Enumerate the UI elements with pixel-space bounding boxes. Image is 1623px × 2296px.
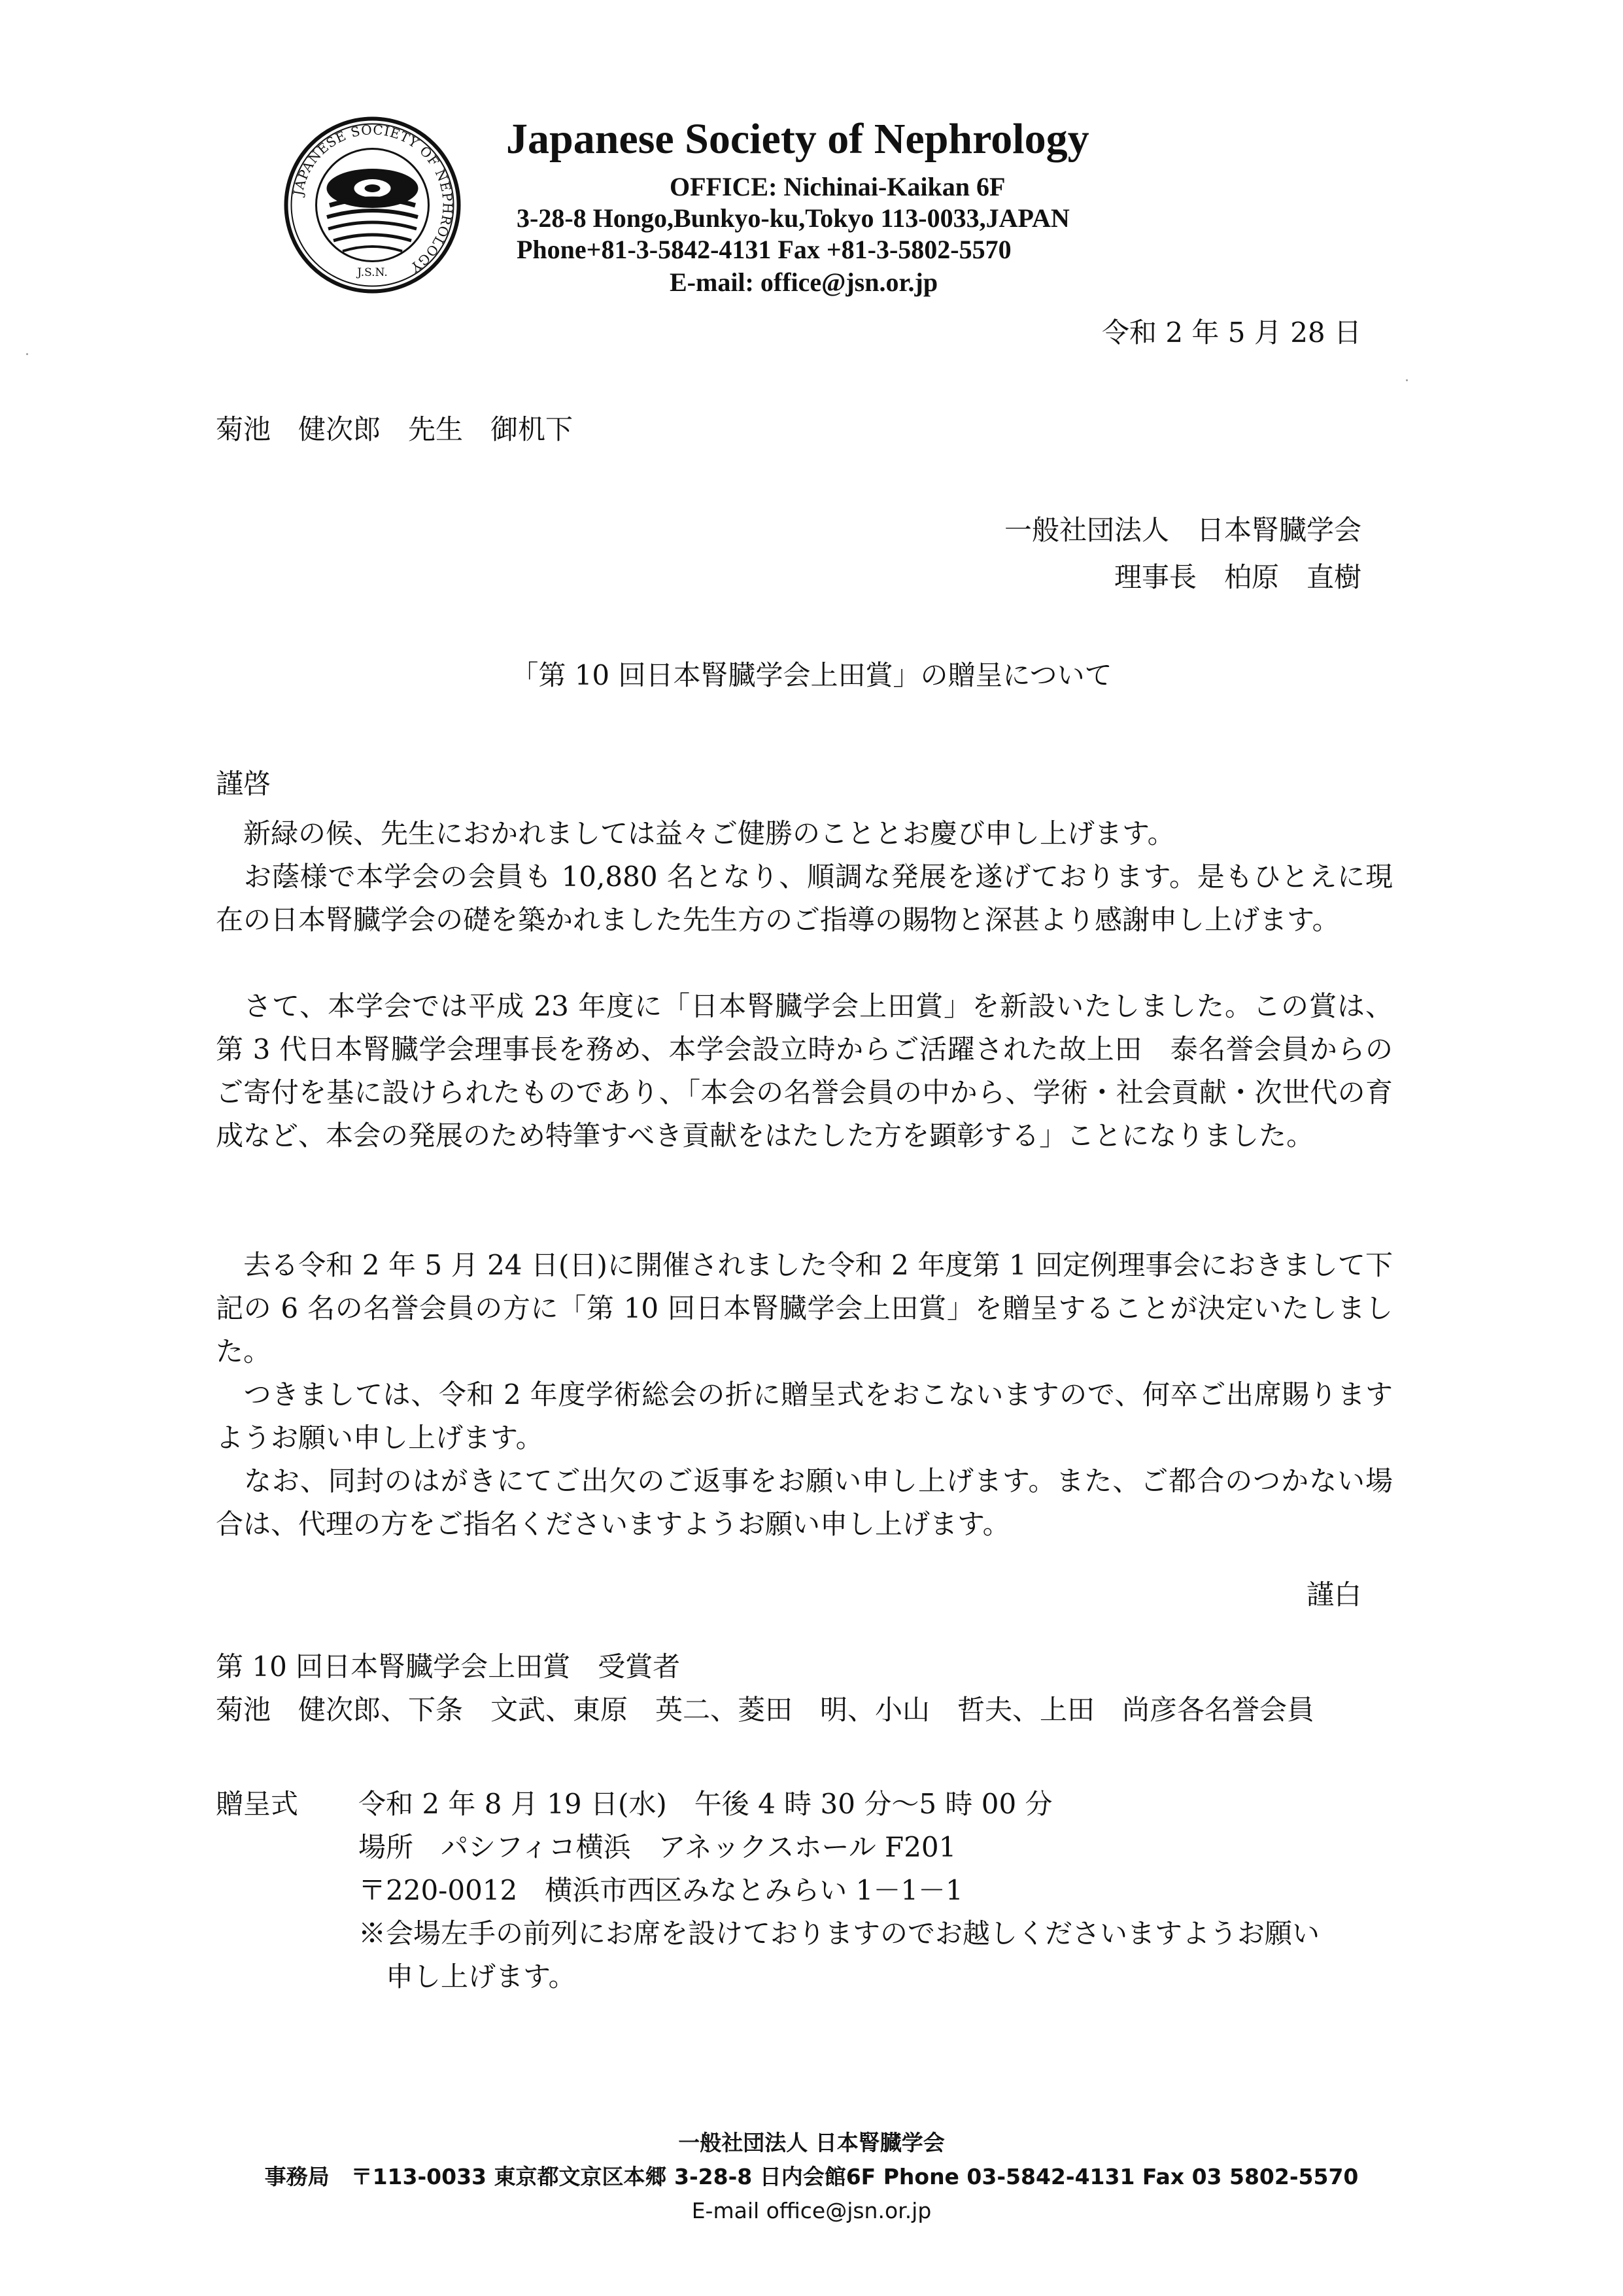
phone-fax-line: Phone+81-3-5842-4131 Fax +81-3-5802-5570 — [517, 235, 1012, 264]
recipient: 菊池 健次郎 先生 御机下 — [216, 413, 573, 445]
closing: 謹白 — [1306, 1579, 1361, 1611]
email-line: E-mail: office@jsn.or.jp — [670, 267, 938, 297]
body-paragraph: つきましては、令和 2 年度学術総会の折に贈呈式をおこないますので、何卒ご出席賜りますようお願い申し上げます。 — [216, 1379, 1393, 1454]
footer-org: 一般社団法人 日本腎臓学会 — [678, 2130, 945, 2155]
body-paragraph: さて、本学会では平成 23 年度に「日本腎臓学会上田賞」を新設いたしました。この賞は、第 3 代日本腎臓学会理事長を務め、本学会設立時からご活躍された故上田 泰名誉会員からのご寄付を基に設けられたものであり、「本会の名誉会員の中から、学術・社会貢献・次世代の育成など、本会の発展のため特筆すべき貢献をはたした方を顕彰する」ことになりました。 — [216, 990, 1393, 1152]
seal-graphic — [282, 115, 462, 295]
footer-email: E-mail office@jsn.or.jp — [691, 2198, 932, 2223]
sender-president: 理事長 柏原 直樹 — [1114, 561, 1361, 593]
scan-speck — [26, 353, 28, 355]
address-line: 3-28-8 Hongo,Bunkyo-ku,Tokyo 113-0033,JAPAN — [517, 203, 1070, 233]
awardees-heading: 第 10 回日本腎臓学会上田賞 受賞者 — [216, 1651, 681, 1683]
kidney-emblem-icon — [327, 169, 419, 251]
ceremony-note-cont: 申し上げます。 — [386, 1961, 576, 1993]
society-seal — [282, 115, 462, 295]
ceremony-datetime: 令和 2 年 8 月 19 日(水) 午後 4 時 30 分～5 時 00 分 — [358, 1788, 1053, 1820]
sender-organization: 一般社団法人 日本腎臓学会 — [1004, 514, 1361, 546]
body-paragraph: お蔭様で本学会の会員も 10,880 名となり、順調な発展を遂げております。是もひとえに現在の日本腎臓学会の礎を築かれました先生方のご指導の賜物と深甚より感謝申し上げます。 — [216, 861, 1393, 936]
scan-speck — [1406, 379, 1408, 381]
ceremony-note: ※会場左手の前列にお席を設けておりますのでお越しくださいますようお願い — [358, 1917, 1320, 1949]
body-paragraph: なお、同封のはがきにてご出欠のご返事をお願い申し上げます。また、ご都合のつかない場合は、代理の方をご指名くださいますようお願い申し上げます。 — [216, 1465, 1393, 1540]
letter-date: 令和 2 年 5 月 28 日 — [1102, 317, 1361, 349]
subject-line: 「第 10 回日本腎臓学会上田賞」の贈呈について — [511, 659, 1112, 691]
ceremony-venue: 場所 パシフィコ横浜 アネックスホール F201 — [358, 1831, 957, 1863]
seal-abbr: J.S.N. — [357, 266, 388, 279]
office-line: OFFICE: Nichinai-Kaikan 6F — [670, 172, 1006, 201]
footer-address: 事務局 〒113-0033 東京都文京区本郷 3-28-8 日内会館6F Phone 03-5842-4131 Fax 03 5802-5570 — [264, 2164, 1359, 2189]
ceremony-address: 〒220-0012 横浜市西区みなとみらい 1－1－1 — [358, 1874, 963, 1906]
awardees-names: 菊池 健次郎、下条 文武、東原 英二、菱田 明、小山 哲夫、上田 尚彦各名誉会員 — [216, 1694, 1315, 1726]
seal-ring-text: JAPANESE SOCIETY OF NEPHROLOGY — [290, 122, 456, 276]
org-name: Japanese Society of Nephrology — [506, 115, 1089, 163]
salutation: 謹啓 — [216, 768, 271, 800]
body-paragraph: 去る令和 2 年 5 月 24 日(日)に開催されました令和 2 年度第 1 回定例理事会におきまして下記の 6 名の名誉会員の方に「第 10 回日本腎臓学会上田賞」を贈呈することが決定いたしました。 — [216, 1249, 1393, 1367]
body-paragraph: 新緑の候、先生におかれましては益々ご健勝のこととお慶び申し上げます。 — [243, 817, 1175, 849]
ceremony-label: 贈呈式 — [216, 1788, 299, 1820]
